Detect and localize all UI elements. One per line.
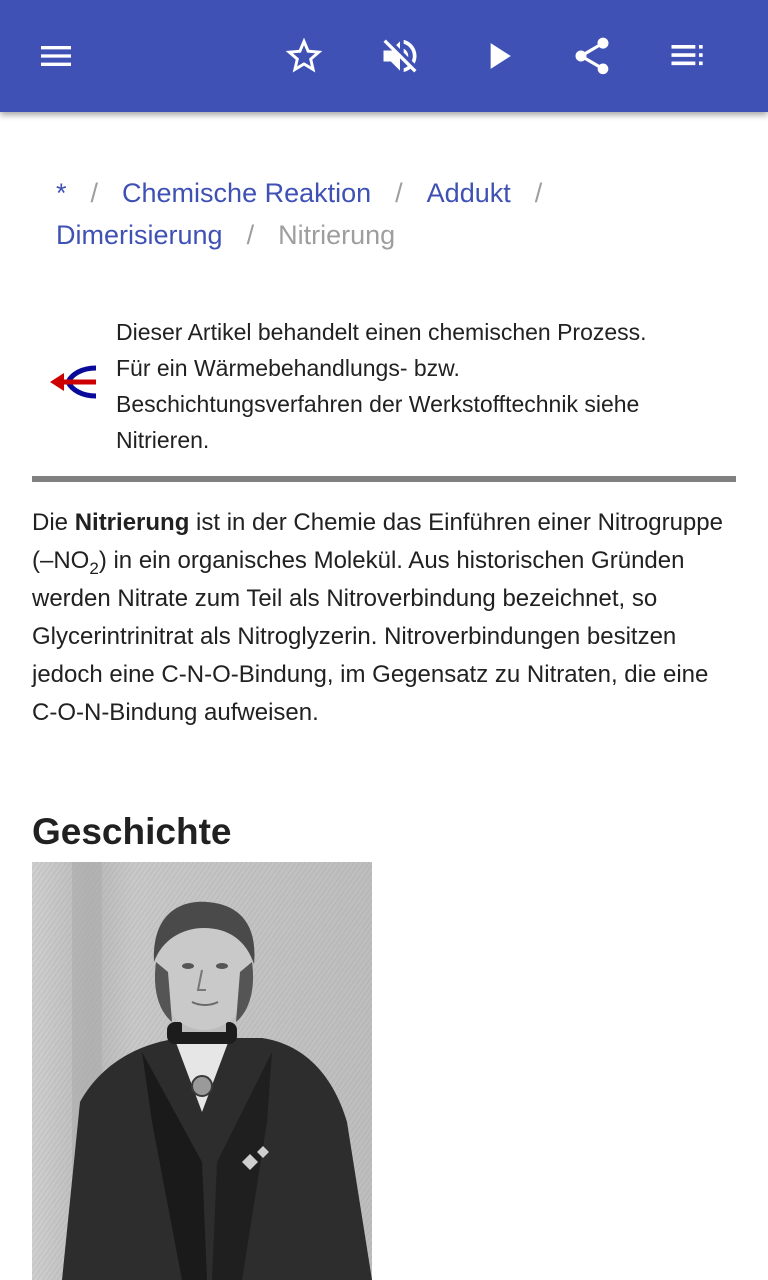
disambiguation-line: Beschichtungsverfahren der Werkstofftechnik siehe <box>116 391 640 417</box>
intro-text: Die <box>32 509 75 536</box>
disambiguation-line: Dieser Artikel behandelt einen chemischen Prozess. <box>116 319 647 345</box>
breadcrumb-current: Nitrierung <box>278 220 396 250</box>
breadcrumb-item-home[interactable]: * <box>56 178 67 208</box>
bookmark-button[interactable] <box>272 24 336 88</box>
playlist-icon <box>666 34 710 78</box>
intro-paragraph <box>32 504 736 732</box>
section-heading: Geschichte <box>32 811 232 852</box>
disambiguation-text <box>116 314 716 458</box>
breadcrumb-separator: / <box>90 178 99 208</box>
breadcrumb <box>56 172 746 256</box>
mute-button[interactable] <box>368 24 432 88</box>
contents-button[interactable] <box>656 24 720 88</box>
breadcrumb-item-addukt[interactable]: Addukt <box>426 178 511 208</box>
play-icon <box>476 34 520 78</box>
intro-term: Nitrierung <box>74 509 190 536</box>
play-button[interactable] <box>466 24 530 88</box>
portrait-image[interactable] <box>32 862 372 1280</box>
breadcrumb-separator: / <box>534 178 543 208</box>
disambiguation-line: Für ein Wärmebehandlungs- bzw. <box>116 355 460 381</box>
intro-text: ist in der Chemie das Einführen einer Nitrogruppe (–NO <box>32 509 723 574</box>
breadcrumb-separator: / <box>395 178 403 208</box>
volume-off-icon <box>378 34 422 78</box>
star-outline-icon <box>282 34 326 78</box>
breadcrumb-separator: / <box>246 220 255 250</box>
divider <box>32 476 736 482</box>
breadcrumb-item-chemische-reaktion[interactable]: Chemische Reaktion <box>122 178 372 208</box>
intro-text: ) in ein organisches Molekül. Aus historischen Gründen werden Nitrate zum Teil als Nitroverbindung bezeichnet, so Glycerintrinitrat als Nitroglyzerin. Nitroverbindungen besitzen jedoch eine C-N-O-Bindung, im Gegensatz zu Nitraten, die eine C-O-N-Bindung aufweisen. <box>32 547 709 726</box>
share-icon <box>570 34 614 78</box>
app-bar <box>0 0 768 112</box>
disambiguation-link-nitrieren[interactable]: Nitrieren. <box>116 427 210 453</box>
subscript: 2 <box>89 559 99 578</box>
portrait-engraving <box>32 862 372 1280</box>
menu-icon <box>36 36 76 76</box>
disambiguation-arrow-icon <box>46 360 100 404</box>
disambiguation-note <box>32 314 736 476</box>
menu-button[interactable] <box>24 24 88 88</box>
share-button[interactable] <box>560 24 624 88</box>
breadcrumb-item-dimerisierung[interactable]: Dimerisierung <box>56 220 223 250</box>
